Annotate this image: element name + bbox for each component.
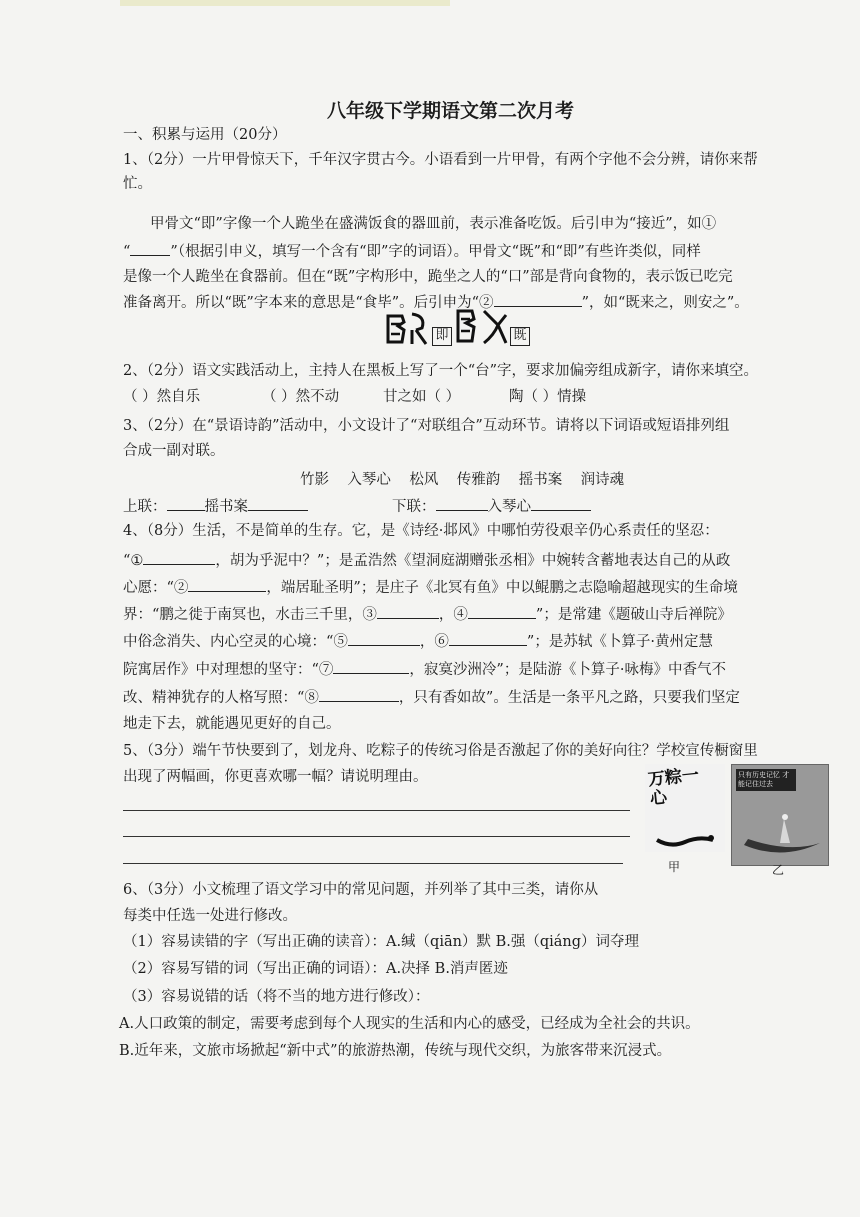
lower-value: 入琴心 (487, 499, 531, 515)
text: ”，如“既来之，则安之”。 (581, 295, 749, 311)
answer-blank-1[interactable] (130, 241, 170, 256)
poster-yi-caption: 只有历史记忆 才能记住过去 (736, 769, 796, 791)
poster-jia-image (645, 764, 725, 852)
poster-jia-calligraphy: 万粽一心 (647, 765, 700, 810)
q4-line (123, 687, 740, 708)
lower-label: 下联： (392, 499, 436, 515)
q6-stem-cont: 每类中任选一处进行修改。 (123, 908, 297, 924)
answer-line[interactable] (123, 836, 630, 837)
answer-blank-q4-7[interactable] (333, 659, 409, 674)
text: ，寂寞沙洲冷”；是陆游《卜算子·咏梅》中香气不 (409, 662, 726, 678)
q4-line (123, 659, 726, 680)
q2-item-4: 陶（ ）情操 (509, 389, 587, 405)
q4-line (123, 550, 730, 571)
q3-stem-cont: 合成一副对联。 (123, 443, 225, 459)
q6-item-2: （2）容易写错的词（写出正确的词语）：A.决择 B.消声匿迹 (123, 961, 508, 977)
text: ”；是常建《题破山寺后禅院》 (535, 607, 732, 623)
lower-blank-2[interactable] (531, 496, 591, 511)
q2-item-2: （ ）然不动 (262, 389, 340, 405)
q6-sentence-a: A.人口政策的制定，需要考虑到每个人现实的生活和内心的感受，已经成为全社会的共识。 (119, 1016, 700, 1032)
q3-stem: 3、（2分）在“景语诗韵”活动中，小文设计了“对联组合”互动环节。请将以下词语或短语排列组 (123, 418, 730, 434)
q5-stem-cont: 出现了两幅画，你更喜欢哪一幅？请说明理由。 (123, 769, 428, 785)
answer-blank-q4-1[interactable] (143, 550, 215, 565)
q2-stem: 2、（2分）语文实践活动上，主持人在黑板上写了一个“台”字，要求加偏旁组成新字，请你来填空。 (123, 363, 759, 379)
text: 准备离开。所以“既”字本来的意思是“食毕”。后引申为“② (123, 295, 494, 311)
answer-blank-q4-8[interactable] (319, 687, 399, 702)
oracle-jie-glyph-icon (454, 305, 510, 349)
q4-line (123, 604, 732, 625)
answer-blank-q4-5[interactable] (348, 631, 420, 646)
text: ”；是苏轼《卜算子·黄州定慧 (526, 634, 713, 650)
upper-label: 上联： (123, 499, 167, 515)
lower-blank[interactable] (436, 496, 488, 511)
q3-upper-couplet (123, 496, 308, 517)
q1-paragraph: 甲骨文“即”字像一个人跪坐在盛满饭食的器皿前，表示准备吃饭。后引申为“接近”，如① (150, 216, 717, 232)
q3-word-bank: 竹影 入琴心 松风 传雅韵 摇书案 润诗魂 (300, 472, 625, 488)
label-ji-box: 即 (432, 327, 452, 346)
oracle-ji-glyph-icon (382, 308, 432, 350)
text: ，端居耻圣明”；是庄子《北冥有鱼》中以鲲鹏之志隐喻超越现实的生命境 (266, 580, 738, 596)
boat-illustration-icon (740, 805, 824, 861)
answer-line[interactable] (123, 810, 630, 811)
text: ，胡为乎泥中？”；是孟浩然《望洞庭湖赠张丞相》中婉转含蓄地表达自己的从政 (215, 553, 731, 569)
text: ，④ (438, 607, 468, 623)
q1-stem: 1、（2分）一片甲骨惊天下，千年汉字贯古今。小语看到一片甲骨，有两个字他不会分辨，请你来帮 (123, 152, 758, 168)
page-title: 八年级下学期语文第二次月考 (327, 100, 575, 122)
dragon-boat-icon (655, 830, 717, 850)
text: 心愿：“② (123, 580, 189, 596)
q1-paragraph (123, 292, 749, 313)
text: 中俗念消失、内心空灵的心境：“⑤ (123, 634, 348, 650)
answer-blank-q4-4[interactable] (468, 604, 536, 619)
text: ，只有香如故”。生活是一条平凡之路，只要我们坚定 (398, 690, 740, 706)
text: 界：“鹏之徙于南冥也，水击三千里，③ (123, 607, 377, 623)
q6-item-1: （1）容易读错的字（写出正确的读音）：A.缄（qiān）默 B.强（qiáng）词夺理 (123, 934, 640, 950)
label-yi: 乙 (772, 863, 785, 877)
upper-value: 摇书案 (204, 499, 248, 515)
q4-line (123, 631, 713, 652)
q3-lower-couplet (392, 496, 591, 517)
text: “ (123, 244, 131, 260)
q6-sentence-b: B.近年来，文旅市场掀起“新中式”的旅游热潮，传统与现代交织，为旅客带来沉浸式。 (119, 1043, 672, 1059)
q6-stem: 6、（3分）小文梳理了语文学习中的常见问题，并列举了其中三类，请你从 (123, 882, 599, 898)
q5-stem: 5、（3分）端午节快要到了，划龙舟、吃粽子的传统习俗是否激起了你的美好向往？学校宣传橱窗里 (123, 743, 758, 759)
q1-stem-cont: 忙。 (123, 176, 152, 192)
label-jia: 甲 (668, 860, 681, 874)
q4-line (123, 577, 738, 598)
upper-blank[interactable] (167, 496, 205, 511)
q2-item-1: （ ）然自乐 (123, 389, 201, 405)
q6-item-3: （3）容易说错的话（将不当的地方进行修改）： (123, 989, 430, 1005)
upper-blank-2[interactable] (248, 496, 308, 511)
label-jie-box: 既 (510, 327, 530, 346)
poster-yi-image (731, 764, 829, 866)
text: ，⑥ (419, 634, 449, 650)
text: ”（根据引申义，填写一个含有“即”字的词语）。甲骨文“既”和“即”有些许类似，同样 (170, 244, 701, 260)
q1-paragraph (123, 241, 701, 262)
q4-line: 地走下去，就能遇见更好的自己。 (123, 716, 341, 732)
scan-smudge (120, 0, 450, 6)
answer-line[interactable] (123, 863, 623, 864)
answer-blank-q4-3[interactable] (377, 604, 439, 619)
q4-stem: 4、（8分）生活，不是简单的生存。它，是《诗经·邶风》中哪怕劳役艰辛仍心系责任的坚忍： (123, 523, 719, 539)
q1-paragraph: 是像一个人跪坐在食器前。但在“既”字构形中，跪坐之人的“口”部是背向食物的，表示饭已吃完 (123, 269, 733, 285)
text: 院寓居作》中对理想的坚守：“⑦ (123, 662, 334, 678)
text: 改、精神犹存的人格写照：“⑧ (123, 690, 319, 706)
q2-item-3: 甘之如（ ） (383, 389, 461, 405)
answer-blank-q4-2[interactable] (188, 577, 266, 592)
answer-blank-q4-6[interactable] (449, 631, 527, 646)
section-heading: 一、积累与运用（20分） (123, 127, 287, 143)
text: “① (123, 553, 144, 569)
